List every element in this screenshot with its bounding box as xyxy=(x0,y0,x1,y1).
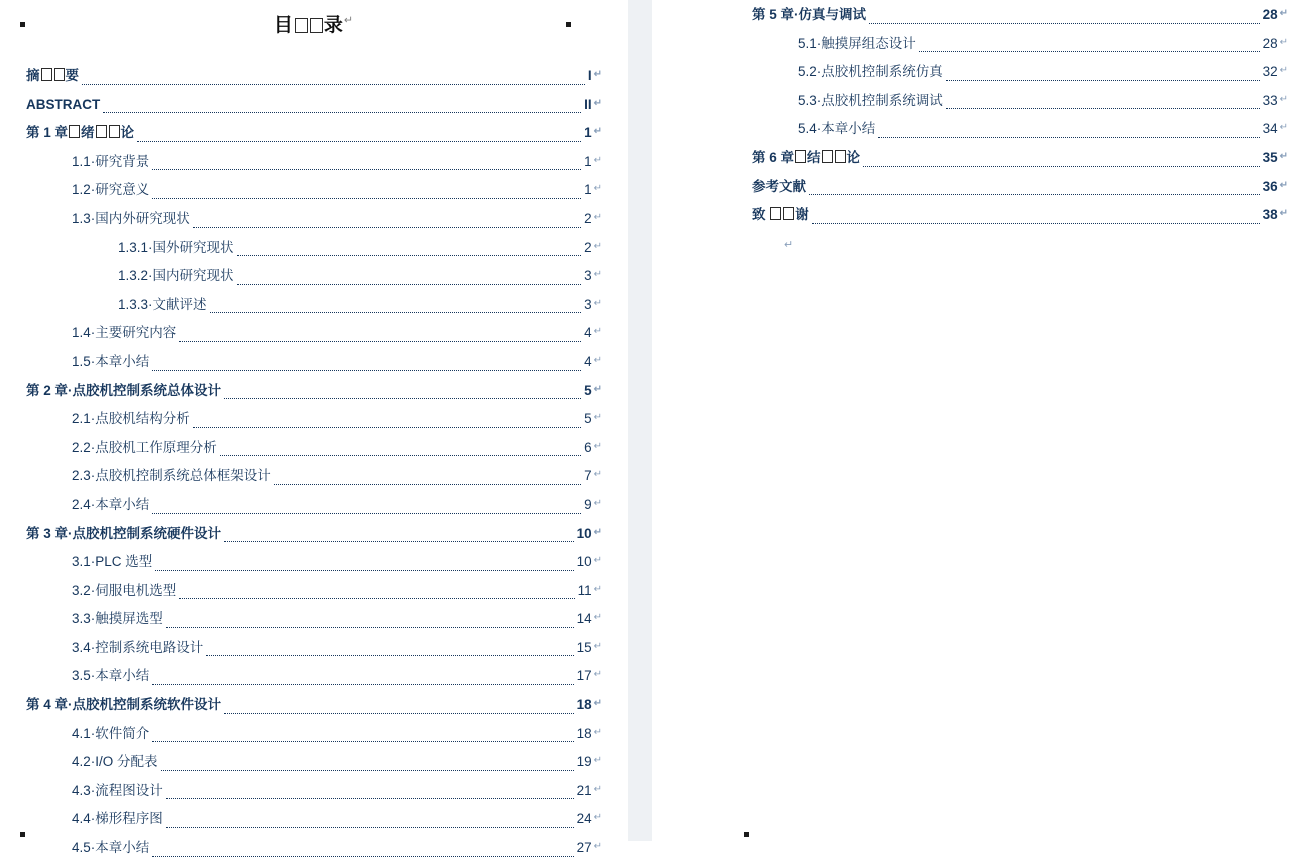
toc-page-number: 28 xyxy=(1262,35,1278,51)
toc-leader-dots xyxy=(224,397,581,399)
toc-entry-label xyxy=(72,434,220,462)
toc-entry[interactable] xyxy=(26,318,602,347)
pilcrow-icon: ↵ xyxy=(593,583,602,595)
toc-entry[interactable] xyxy=(26,490,602,519)
toc-leader-dots xyxy=(193,426,581,428)
pilcrow-icon: ↵ xyxy=(593,469,602,481)
toc-page-number: 4 xyxy=(584,353,592,369)
toc-entry-label xyxy=(72,148,152,176)
toc-page-number: 5 xyxy=(584,382,592,398)
toc-entry-label xyxy=(26,62,82,90)
toc-page-number: 36 xyxy=(1262,178,1278,194)
toc-leader-dots xyxy=(152,168,581,170)
toc-leader-dots xyxy=(152,512,581,514)
toc-entry-label xyxy=(118,291,210,319)
toc-leader-dots xyxy=(193,226,581,228)
toc-entry-label-part: 第 1 章 xyxy=(26,125,69,141)
pilcrow-icon: ↵ xyxy=(593,383,602,395)
toc-entry[interactable] xyxy=(752,86,1288,115)
toc-entry-label-part: 论 xyxy=(846,149,861,165)
toc-entry-label xyxy=(752,173,809,201)
document-page-left xyxy=(0,0,628,856)
toc-leader-dots xyxy=(224,712,574,714)
toc-leader-dots xyxy=(210,311,582,313)
toc-entry-label-part: 4.2·I/O 分配表 xyxy=(72,754,158,770)
toc-leader-dots xyxy=(155,569,573,571)
toc-title-text: 目 xyxy=(273,15,294,36)
crop-mark-bottom-left xyxy=(20,832,25,837)
toc-entry-list-left xyxy=(26,61,602,862)
toc-entry[interactable] xyxy=(26,90,602,119)
crop-mark-bottom-left-right-page xyxy=(744,832,749,837)
toc-page-number: 2 xyxy=(584,239,592,255)
document-page-right xyxy=(652,0,1308,841)
pilcrow-icon: ↵ xyxy=(593,669,602,681)
toc-entry[interactable] xyxy=(26,347,602,376)
pilcrow-icon: ↵ xyxy=(593,555,602,567)
toc-entry[interactable] xyxy=(26,147,602,176)
toc-entry-label xyxy=(72,348,152,376)
toc-entry-label-part: 1.4·主要研究内容 xyxy=(72,325,177,341)
placeholder-box-icon xyxy=(795,150,806,163)
toc-entry-label-part: 1.3.3·文献评述 xyxy=(118,296,207,312)
toc-page-number: 11 xyxy=(577,582,592,598)
placeholder-box-icon xyxy=(54,68,65,81)
toc-entry-label-part: 3.3·触摸屏选型 xyxy=(72,611,163,627)
toc-page-number: 9 xyxy=(584,496,592,512)
toc-entry[interactable] xyxy=(26,576,602,605)
pilcrow-icon: ↵ xyxy=(593,497,602,509)
toc-leader-dots xyxy=(152,855,573,857)
toc-entry-label xyxy=(26,377,224,405)
toc-page-number: 7 xyxy=(584,468,592,484)
toc-leader-dots xyxy=(152,683,573,685)
toc-leader-dots xyxy=(152,740,573,742)
toc-page-number: 19 xyxy=(576,754,592,770)
toc-entry-label-part: 5.1·触摸屏组态设计 xyxy=(798,35,916,51)
pilcrow-icon: ↵ xyxy=(593,783,602,795)
pilcrow-icon: ↵ xyxy=(593,240,602,252)
toc-page-number: 1 xyxy=(584,125,592,141)
toc-entry-label-part: 2.1·点胶机结构分析 xyxy=(72,411,190,427)
toc-leader-dots xyxy=(224,540,574,542)
toc-entry-label xyxy=(72,720,152,748)
toc-leader-dots xyxy=(166,826,574,828)
toc-page-number: II xyxy=(584,96,592,112)
pilcrow-icon: ↵ xyxy=(1279,65,1288,77)
toc-entry-label xyxy=(26,691,224,719)
toc-entry-label-part: 3.5·本章小结 xyxy=(72,668,150,684)
toc-entry[interactable] xyxy=(752,172,1288,201)
toc-entry-label xyxy=(72,205,193,233)
toc-page-number: 27 xyxy=(576,840,592,856)
toc-entry-label-part: 3.4·控制系统电路设计 xyxy=(72,639,204,655)
toc-entry-label xyxy=(26,119,137,147)
toc-entry[interactable] xyxy=(752,200,1288,229)
toc-entry-label-part: 第 5 章·仿真与调试 xyxy=(752,7,867,22)
pilcrow-icon: ↵ xyxy=(593,841,602,853)
toc-entry-label-part: 致 xyxy=(752,207,770,223)
placeholder-box-icon xyxy=(41,68,52,81)
toc-entry-label-part: 2.4·本章小结 xyxy=(72,496,150,512)
toc-leader-dots xyxy=(206,654,573,656)
placeholder-box-icon xyxy=(822,150,833,163)
toc-entry[interactable] xyxy=(26,118,602,147)
toc-entry-label-part: 第 6 章 xyxy=(752,149,795,165)
toc-entry[interactable] xyxy=(26,433,602,462)
pilcrow-icon: ↵ xyxy=(593,354,602,366)
toc-entry-label xyxy=(72,605,166,633)
pilcrow-icon: ↵ xyxy=(593,69,602,80)
toc-page-number: 17 xyxy=(576,668,592,684)
toc-entry[interactable] xyxy=(26,175,602,204)
placeholder-box-icon xyxy=(835,150,846,163)
toc-entry[interactable] xyxy=(752,0,1288,29)
toc-entry[interactable] xyxy=(26,547,602,576)
pilcrow-icon: ↵ xyxy=(1279,179,1288,191)
toc-entry[interactable] xyxy=(26,719,602,748)
toc-leader-dots xyxy=(812,222,1260,224)
toc-entry[interactable] xyxy=(752,29,1288,58)
pilcrow-icon: ↵ xyxy=(1279,208,1288,220)
toc-entry-label-part: 1.5·本章小结 xyxy=(72,353,150,369)
toc-entry-label xyxy=(72,777,166,805)
toc-entry-label-part: 4.4·梯形程序图 xyxy=(72,811,163,827)
toc-entry-label xyxy=(72,319,179,347)
toc-leader-dots xyxy=(152,369,581,371)
toc-entry-label-part: 5.4·本章小结 xyxy=(798,121,876,137)
pilcrow-icon: ↵ xyxy=(593,269,602,281)
toc-entry-label-part: 2.3·点胶机控制系统总体框架设计 xyxy=(72,468,271,484)
pilcrow-icon: ↵ xyxy=(1279,150,1288,162)
toc-page-number: 14 xyxy=(576,611,592,627)
pilcrow-icon: ↵ xyxy=(593,326,602,338)
toc-entry-label xyxy=(72,577,179,605)
pilcrow-icon: ↵ xyxy=(593,183,602,195)
toc-leader-dots xyxy=(809,193,1260,195)
toc-page-number: 34 xyxy=(1262,121,1278,137)
toc-leader-dots xyxy=(166,626,574,628)
pilcrow-icon: ↵ xyxy=(593,211,602,223)
toc-entry[interactable] xyxy=(26,204,602,233)
pilcrow-icon: ↵ xyxy=(593,526,602,538)
toc-entry-label-part: 1.3·国内外研究现状 xyxy=(72,210,190,226)
toc-leader-dots xyxy=(878,136,1259,138)
toc-entry[interactable] xyxy=(26,376,602,405)
toc-entry-label-part: ABSTRACT xyxy=(26,96,101,112)
toc-page-number: 18 xyxy=(576,725,592,741)
toc-entry-label-part: 论 xyxy=(120,125,135,141)
toc-entry-label-part: 1.3.2·国内研究现状 xyxy=(118,268,234,284)
toc-leader-dots xyxy=(863,165,1260,167)
pilcrow-icon: ↵ xyxy=(593,640,602,652)
pilcrow-icon: ↵ xyxy=(593,612,602,624)
toc-entry-label xyxy=(798,115,878,143)
toc-entry-label-part: 4.5·本章小结 xyxy=(72,840,150,856)
toc-entry-label-part: 第 3 章·点胶机控制系统硬件设计 xyxy=(26,525,222,541)
toc-entry-label xyxy=(72,805,166,833)
toc-page-number: 28 xyxy=(1262,7,1278,22)
toc-leader-dots xyxy=(137,140,581,142)
pilcrow-icon: ↵ xyxy=(593,97,602,109)
toc-entry[interactable] xyxy=(26,747,602,776)
toc-page-number: 1 xyxy=(584,153,592,169)
toc-entry[interactable] xyxy=(26,833,602,862)
toc-page-number: 32 xyxy=(1262,64,1278,80)
toc-entry-label-part: 4.3·流程图设计 xyxy=(72,782,163,798)
toc-entry-label xyxy=(752,201,812,229)
toc-leader-dots xyxy=(237,254,582,256)
toc-leader-dots xyxy=(869,22,1260,24)
toc-page-number: 1 xyxy=(584,182,592,198)
pilcrow-icon: ↵ xyxy=(1279,36,1288,48)
toc-entry[interactable] xyxy=(26,804,602,833)
toc-entry-label xyxy=(72,491,152,519)
toc-leader-dots xyxy=(946,107,1260,109)
toc-entry[interactable] xyxy=(26,776,602,805)
toc-leader-dots xyxy=(166,797,574,799)
placeholder-box-icon xyxy=(96,125,107,138)
page-gutter xyxy=(628,0,652,841)
toc-entry[interactable] xyxy=(752,114,1288,143)
toc-entry[interactable] xyxy=(26,519,602,548)
toc-entry-label xyxy=(72,834,152,862)
toc-page-number: 5 xyxy=(584,411,592,427)
toc-entry-label xyxy=(118,234,237,262)
toc-page-number: 38 xyxy=(1262,207,1278,223)
toc-page-number: 33 xyxy=(1262,92,1278,108)
placeholder-box-icon xyxy=(770,207,781,220)
toc-page-number: 3 xyxy=(584,268,592,284)
placeholder-box-icon xyxy=(109,125,120,138)
pilcrow-icon: ↵ xyxy=(593,812,602,824)
toc-entry[interactable] xyxy=(26,404,602,433)
toc-page-number: 10 xyxy=(576,554,592,570)
toc-entry-label xyxy=(72,748,161,776)
toc-page-number: 24 xyxy=(576,811,592,827)
toc-entry-label xyxy=(26,520,224,548)
toc-entry-list-right xyxy=(752,0,1288,229)
toc-leader-dots xyxy=(103,111,581,113)
toc-entry-label-part: 3.1·PLC 选型 xyxy=(72,554,153,570)
toc-leader-dots xyxy=(179,597,574,599)
toc-entry-label-part: 2.2·点胶机工作原理分析 xyxy=(72,439,217,455)
toc-entry-label xyxy=(798,30,919,58)
toc-entry-label-part: 5.2·点胶机控制系统仿真 xyxy=(798,64,943,80)
pilcrow-icon: ↵ xyxy=(593,154,602,166)
pilcrow-icon: ↵ xyxy=(593,297,602,309)
toc-leader-dots xyxy=(161,769,574,771)
toc-page-number: 18 xyxy=(576,697,592,713)
toc-entry-label xyxy=(752,1,869,29)
toc-entry[interactable] xyxy=(26,261,602,290)
toc-entry[interactable] xyxy=(752,143,1288,172)
toc-entry-label-part: 第 2 章·点胶机控制系统总体设计 xyxy=(26,382,222,398)
pilcrow-icon: ↵ xyxy=(343,14,355,27)
toc-entry-label-part: 1.2·研究意义 xyxy=(72,182,150,198)
toc-leader-dots xyxy=(82,83,585,85)
pilcrow-icon: ↵ xyxy=(593,755,602,767)
toc-entry-label xyxy=(752,144,863,172)
toc-entry-label-part: 4.1·软件简介 xyxy=(72,725,150,741)
toc-entry[interactable] xyxy=(26,290,602,319)
page-title xyxy=(0,10,628,37)
toc-entry-label xyxy=(72,662,152,690)
toc-entry-label xyxy=(72,548,155,576)
placeholder-box-icon xyxy=(310,18,323,33)
toc-leader-dots xyxy=(179,340,581,342)
toc-leader-dots xyxy=(946,79,1260,81)
placeholder-box-icon xyxy=(69,125,80,138)
pilcrow-icon: ↵ xyxy=(1279,8,1288,19)
toc-entry[interactable] xyxy=(752,57,1288,86)
pilcrow-icon: ↵ xyxy=(593,698,602,710)
toc-entry-label-part: 3.2·伺服电机选型 xyxy=(72,582,177,598)
toc-leader-dots xyxy=(220,454,581,456)
toc-leader-dots xyxy=(237,283,582,285)
toc-entry-label-part: 1.3.1·国外研究现状 xyxy=(118,239,234,255)
toc-page-number: I xyxy=(587,68,592,83)
toc-page-number: 3 xyxy=(584,296,592,312)
toc-page-number: 10 xyxy=(576,525,592,541)
pilcrow-icon: ↵ xyxy=(1279,122,1288,134)
pilcrow-icon: ↵ xyxy=(1279,93,1288,105)
toc-entry-label-part: 1.1·研究背景 xyxy=(72,153,150,169)
toc-entry-label-part: 结 xyxy=(807,149,821,165)
toc-entry[interactable] xyxy=(26,661,602,690)
toc-entry[interactable] xyxy=(26,633,602,662)
toc-leader-dots xyxy=(274,483,581,485)
toc-entry-label xyxy=(72,176,152,204)
toc-entry[interactable] xyxy=(26,461,602,490)
toc-page-number: 2 xyxy=(584,210,592,226)
toc-entry-label-part: 5.3·点胶机控制系统调试 xyxy=(798,92,943,108)
toc-entry[interactable] xyxy=(26,690,602,719)
toc-entry-label xyxy=(798,58,946,86)
toc-entry-label-part: 参考文献 xyxy=(752,178,806,194)
toc-entry[interactable] xyxy=(26,604,602,633)
toc-page-number: 21 xyxy=(576,782,592,798)
toc-leader-dots xyxy=(919,50,1260,52)
trailing-pilcrow-icon: ↵ xyxy=(784,239,794,251)
toc-leader-dots xyxy=(152,197,581,199)
toc-entry-label-part: 摘 xyxy=(26,68,40,83)
pilcrow-icon: ↵ xyxy=(593,126,602,138)
toc-entry-label xyxy=(72,405,193,433)
toc-page-number: 4 xyxy=(584,325,592,341)
toc-entry-label xyxy=(118,262,237,290)
pilcrow-icon: ↵ xyxy=(593,440,602,452)
pilcrow-icon: ↵ xyxy=(593,726,602,738)
pilcrow-icon: ↵ xyxy=(593,412,602,424)
toc-page-number: 15 xyxy=(576,639,592,655)
toc-entry-label-part: 第 4 章·点胶机控制系统软件设计 xyxy=(26,697,222,713)
toc-entry-label-part: 要 xyxy=(65,68,79,83)
toc-page-number: 35 xyxy=(1262,149,1278,165)
toc-entry-label-part: 绪 xyxy=(81,125,95,141)
placeholder-box-icon xyxy=(295,18,308,33)
toc-entry[interactable] xyxy=(26,233,602,262)
toc-entry-label-part: 谢 xyxy=(795,207,809,223)
placeholder-box-icon xyxy=(783,207,794,220)
toc-entry-label xyxy=(798,87,946,115)
toc-entry-label xyxy=(26,91,103,119)
toc-page-number: 6 xyxy=(584,439,592,455)
toc-entry-label xyxy=(72,634,206,662)
toc-entry-label xyxy=(72,462,274,490)
toc-entry[interactable] xyxy=(26,61,602,90)
toc-title-text-2: 录 xyxy=(323,15,344,36)
